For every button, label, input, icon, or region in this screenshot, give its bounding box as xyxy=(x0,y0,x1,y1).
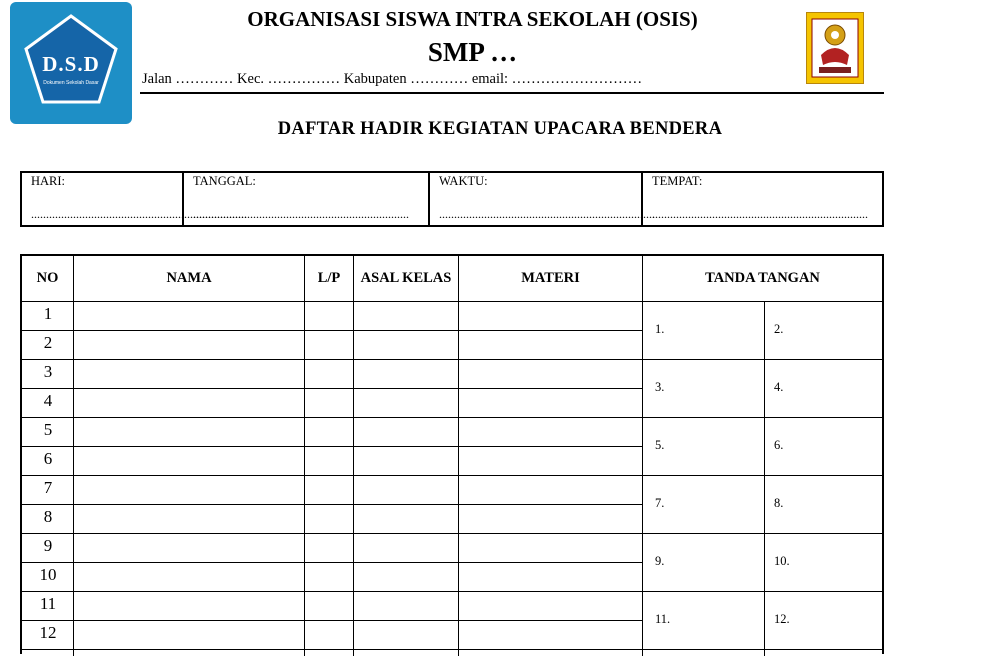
row-number: 11 xyxy=(39,594,57,613)
signature-slot: 10. xyxy=(774,554,790,568)
column-divider xyxy=(353,256,354,656)
row-number: 2 xyxy=(43,333,53,352)
logo-text: D.S.D xyxy=(42,52,100,76)
tanggal-label: TANGGAL: xyxy=(193,174,256,188)
table-row xyxy=(22,562,643,563)
tanggal-cell xyxy=(184,173,428,225)
signature-row-divider xyxy=(642,591,882,592)
header-no: NO xyxy=(36,269,59,286)
document-title: DAFTAR HADIR KEGIATAN UPACARA BENDERA xyxy=(277,119,723,139)
column-divider xyxy=(304,256,305,656)
table-row xyxy=(22,417,643,418)
waktu-cell xyxy=(430,173,655,225)
table-row xyxy=(22,388,643,389)
header-lp: L/P xyxy=(317,269,341,286)
column-divider xyxy=(458,256,459,656)
school-emblem-icon xyxy=(807,13,865,85)
waktu-label: WAKTU: xyxy=(439,174,488,188)
signature-slot: 7. xyxy=(655,496,665,510)
table-row xyxy=(22,504,643,505)
signature-slot: 6. xyxy=(774,438,784,452)
signature-slot: 5. xyxy=(655,438,665,452)
row-number: 4 xyxy=(43,391,53,410)
signature-slot: 3. xyxy=(655,380,665,394)
signature-row-divider xyxy=(642,533,882,534)
dsd-logo xyxy=(10,2,132,124)
table-row xyxy=(22,330,643,331)
tempat-label: TEMPAT: xyxy=(652,174,703,188)
table-row xyxy=(22,649,643,650)
header-materi: MATERI xyxy=(521,269,580,286)
signature-slot: 11. xyxy=(655,612,671,626)
table-row xyxy=(22,533,643,534)
header-divider-line xyxy=(22,301,882,302)
school-name: SMP … xyxy=(427,37,518,67)
tempat-cell xyxy=(643,173,882,225)
row-number: 10 xyxy=(39,565,57,584)
column-divider xyxy=(642,256,643,656)
tanggal-dots: ........................................................................ xyxy=(193,207,409,221)
hari-label: HARI: xyxy=(31,174,66,188)
row-number: 8 xyxy=(43,507,53,526)
signature-row-divider xyxy=(642,649,882,650)
row-number: 12 xyxy=(39,623,57,642)
table-row xyxy=(22,446,643,447)
organization-title: ORGANISASI SISWA INTRA SEKOLAH (OSIS) xyxy=(247,7,698,31)
table-row xyxy=(22,475,643,476)
row-number: 9 xyxy=(43,536,53,555)
signature-row-divider xyxy=(642,417,882,418)
row-number: 6 xyxy=(43,449,53,468)
row-number: 5 xyxy=(43,420,53,439)
attendance-table xyxy=(20,254,884,654)
signature-row-divider xyxy=(642,475,882,476)
hari-dots: ........................................................................ xyxy=(31,207,247,221)
column-divider xyxy=(764,301,765,656)
header-nama: NAMA xyxy=(166,269,212,286)
header-divider xyxy=(140,92,884,94)
school-address: Jalan ………… Kec. …………… Kabupaten ………… email: ……………………… xyxy=(142,71,643,87)
signature-slot: 8. xyxy=(774,496,784,510)
row-number: 7 xyxy=(43,478,53,497)
waktu-dots: ........................................................................ xyxy=(439,207,655,221)
tempat-dots: ........................................................................ xyxy=(652,207,868,221)
row-number: 3 xyxy=(43,362,53,381)
header-asal-kelas: ASAL KELAS xyxy=(360,269,452,286)
table-row xyxy=(22,591,643,592)
logo-tagline: Dokumen Sekolah Dasar xyxy=(43,80,99,86)
table-row xyxy=(22,620,643,621)
header-tanda-tangan: TANDA TANGAN xyxy=(705,269,820,286)
row-number: 1 xyxy=(43,304,53,323)
signature-slot: 1. xyxy=(655,322,665,336)
signature-slot: 12. xyxy=(774,612,790,626)
signature-slot: 9. xyxy=(655,554,665,568)
signature-row-divider xyxy=(642,359,882,360)
signature-slot: 4. xyxy=(774,380,784,394)
signature-slot: 2. xyxy=(774,322,784,336)
table-row xyxy=(22,359,643,360)
event-info-table xyxy=(20,171,884,227)
osis-emblem xyxy=(806,12,864,84)
